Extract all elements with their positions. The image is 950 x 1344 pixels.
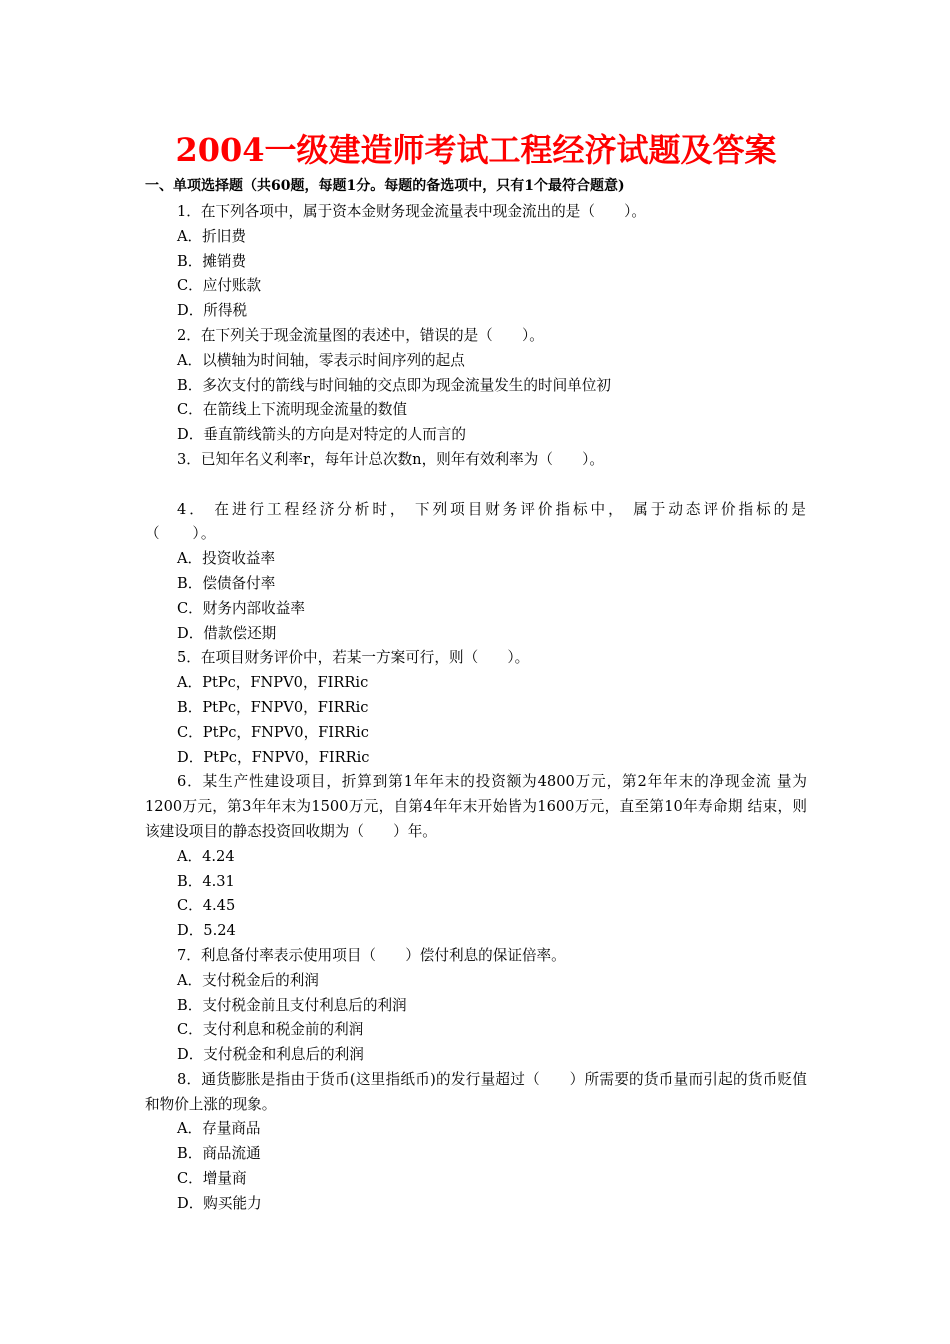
option-d: D．垂直箭线箭头的方向是对特定的人而言的: [177, 426, 466, 444]
question-stem: 4． 在进行工程经济分析时， 下列项目财务评价指标中， 属于动态评价指标的是（ ）。: [145, 500, 807, 543]
option-a: A．4.24: [177, 847, 235, 865]
question-stem: 6．某生产性建设项目，折算到第1年年末的投资额为4800万元，第2年年末的净现金流 量为1200万元，第3年年末为1500万元，自第4年年末开始皆为1600万元，直至第10年寿命期 结束，则该建设项目的静态投资回收期为（ ）年。: [145, 773, 807, 840]
option-b: B．支付税金前且支付利息后的利润: [177, 996, 407, 1014]
question-stem: 3．已知年名义利率r，每年计总次数n，则年有效利率为（ ）。: [177, 450, 604, 468]
option-c: C．PtPc，FNPV0，FIRRic: [177, 723, 369, 741]
option-b: B．商品流通: [177, 1145, 261, 1163]
question-stem: 1．在下列各项中，属于资本金财务现金流量表中现金流出的是（ ）。: [177, 203, 646, 220]
option-a: A．存量商品: [177, 1120, 261, 1138]
section-heading: 一、单项选择题（共60题，每题1分。每题的备选项中，只有1个最符合题意): [145, 178, 625, 194]
option-c: C．支付利息和税金前的利润: [177, 1021, 364, 1039]
option-a: A．PtPc，FNPV0，FIRRic: [177, 674, 369, 692]
question-3: [145, 448, 807, 498]
option-d: D．支付税金和利息后的利润: [177, 1046, 364, 1064]
question-stem: 7．利息备付率表示使用项目（ ）偿付利息的保证倍率。: [177, 946, 566, 964]
option-a: A．投资收益率: [177, 550, 276, 568]
question-7: [145, 944, 807, 1068]
question-stem: 2．在下列关于现金流量图的表述中，错误的是（ ）。: [177, 326, 544, 344]
option-a: A．折旧费: [177, 227, 246, 245]
option-b: B．PtPc，FNPV0，FIRRic: [177, 698, 369, 716]
question-4: [145, 498, 807, 647]
blank-line: [145, 473, 807, 498]
option-c: C．4.45: [177, 897, 236, 915]
question-2: [145, 324, 807, 448]
option-c: C．增量商: [177, 1170, 247, 1188]
option-d: D．所得税: [177, 302, 248, 320]
question-1: [145, 200, 807, 324]
option-d: D．借款偿还期: [177, 624, 277, 642]
question-stem: 8．通货膨胀是指由于货币(这里指纸币)的发行量超过（ ）所需要的货币量而引起的货币贬值和物价上涨的现象。: [145, 1070, 807, 1113]
question-stem: 5．在项目财务评价中，若某一方案可行，则（ ）。: [177, 649, 530, 667]
document-page: [145, 128, 807, 1217]
option-d: D．PtPc，FNPV0，FIRRic: [177, 748, 370, 766]
option-b: B．摊销费: [177, 252, 247, 270]
option-a: A．以横轴为时间轴，零表示时间序列的起点: [177, 351, 465, 369]
document-title: 2004一级建造师考试工程经济试题及答案: [175, 131, 777, 169]
option-c: C．财务内部收益率: [177, 599, 305, 617]
question-8: [145, 1068, 807, 1217]
option-a: A．支付税金后的利润: [177, 971, 319, 989]
option-d: D．购买能力: [177, 1194, 262, 1212]
question-6: [145, 770, 807, 944]
option-b: B．多次支付的箭线与时间轴的交点即为现金流量发生的时间单位初: [177, 376, 611, 394]
option-b: B．4.31: [177, 872, 235, 890]
question-5: [145, 646, 807, 770]
option-c: C．在箭线上下流明现金流量的数值: [177, 401, 408, 419]
option-c: C．应付账款: [177, 277, 262, 295]
option-d: D．5.24: [177, 922, 236, 940]
option-b: B．偿债备付率: [177, 574, 276, 592]
